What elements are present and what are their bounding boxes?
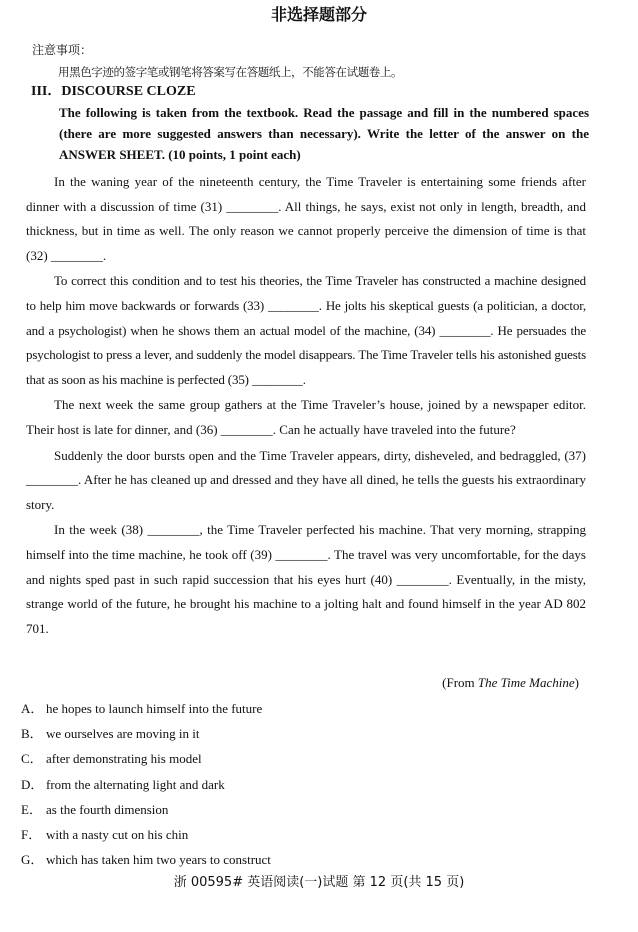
- passage-source: [442, 675, 579, 691]
- page-footer: 浙 00595# 英语阅读(一)试题 第 12 页(共 15 页): [173, 875, 465, 890]
- option-text: we ourselves are moving in it: [46, 726, 200, 742]
- option-letter: B．: [21, 726, 43, 742]
- option-letter: G．: [21, 852, 44, 868]
- section-heading: III．DISCOURSE CLOZE: [31, 84, 196, 99]
- option-letter: E．: [21, 801, 42, 817]
- option-letter: A．: [21, 701, 44, 716]
- answer-option: [21, 772, 271, 797]
- option-text: after demonstrating his model: [46, 751, 202, 767]
- passage-paragraph: To correct this condition and to test his theories, the Time Traveler has constructed a machine designed to help him move backwards or forwards (33) ________. He jolts his skeptical guests (a politician, a doctor, and a psychologist) when he shows them an actual model of the machine, (34) ________. He persuades the psychologist to press a lever, and suddenly the model disappears. The Time Traveler tells his astonished guests that as soon as his machine is perfected (35) ________.: [26, 273, 586, 387]
- passage-paragraph: In the waning year of the nineteenth century, the Time Traveler is entertaining some friends after dinner with a discussion of time (31) ________. All things, he says, exist not only in length, breadth, and thickness, but in time as well. The only reason we cannot properly perceive the dimension of time is that (32) ________.: [26, 174, 586, 263]
- answer-option: [21, 746, 271, 771]
- answer-options: [21, 696, 271, 872]
- answer-option: [21, 822, 271, 847]
- passage-paragraph: The next week the same group gathers at the Time Traveler’s house, joined by a newspaper editor. Their host is late for dinner, and (36) ________. Can he actually have traveled into the future?: [26, 397, 586, 437]
- passage-paragraph: In the week (38) ________, the Time Traveler perfected his machine. That very morning, strapping himself into the time machine, he took off (39) ________. The travel was very uncomfortable, for the days and nights sped past in such rapid succession that his eyes hurt (40) ________. Eventually, in the misty, strange world of the future, he brought his machine to a jolting halt and found himself in the year AD 802 701.: [26, 522, 586, 636]
- option-text: he hopes to launch himself into the future: [46, 701, 263, 716]
- source-title: The Time Machine: [477, 675, 575, 690]
- option-letter: D．: [21, 776, 44, 792]
- notice-text: 用黑色字迹的签字笔或钢笔将答案写在答题纸上，不能答在试题卷上。: [58, 65, 403, 79]
- answer-option: [21, 797, 271, 822]
- option-text: with a nasty cut on his chin: [46, 826, 189, 842]
- passage-paragraph: Suddenly the door bursts open and the Time Traveler appears, dirty, disheveled, and bedraggled, (37) ________. After he has cleaned up and dressed and they have all dined, he tells the guests his extraordinary story.: [26, 447, 586, 512]
- source-suffix: ): [574, 675, 579, 690]
- option-text: from the alternating light and dark: [46, 776, 225, 792]
- option-text: which has taken him two years to construct: [46, 852, 271, 868]
- source-prefix: (From: [442, 675, 478, 690]
- notice-heading: 注意事项：: [32, 43, 93, 57]
- section-instructions: The following is taken from the textbook. Read the passage and fill in the numbered spaces (there are more suggested answers than necessary). Write the letter of the answer on the ANSWER SHEET. (10 points, 1 point each): [59, 105, 589, 162]
- answer-option: [21, 721, 271, 746]
- answer-option: [21, 847, 271, 872]
- passage: [26, 170, 586, 641]
- option-letter: C．: [21, 751, 43, 767]
- option-letter: F．: [21, 826, 42, 842]
- answer-option: [21, 696, 271, 721]
- option-text: as the fourth dimension: [46, 801, 169, 817]
- page-title: 非选择题部分: [270, 5, 367, 24]
